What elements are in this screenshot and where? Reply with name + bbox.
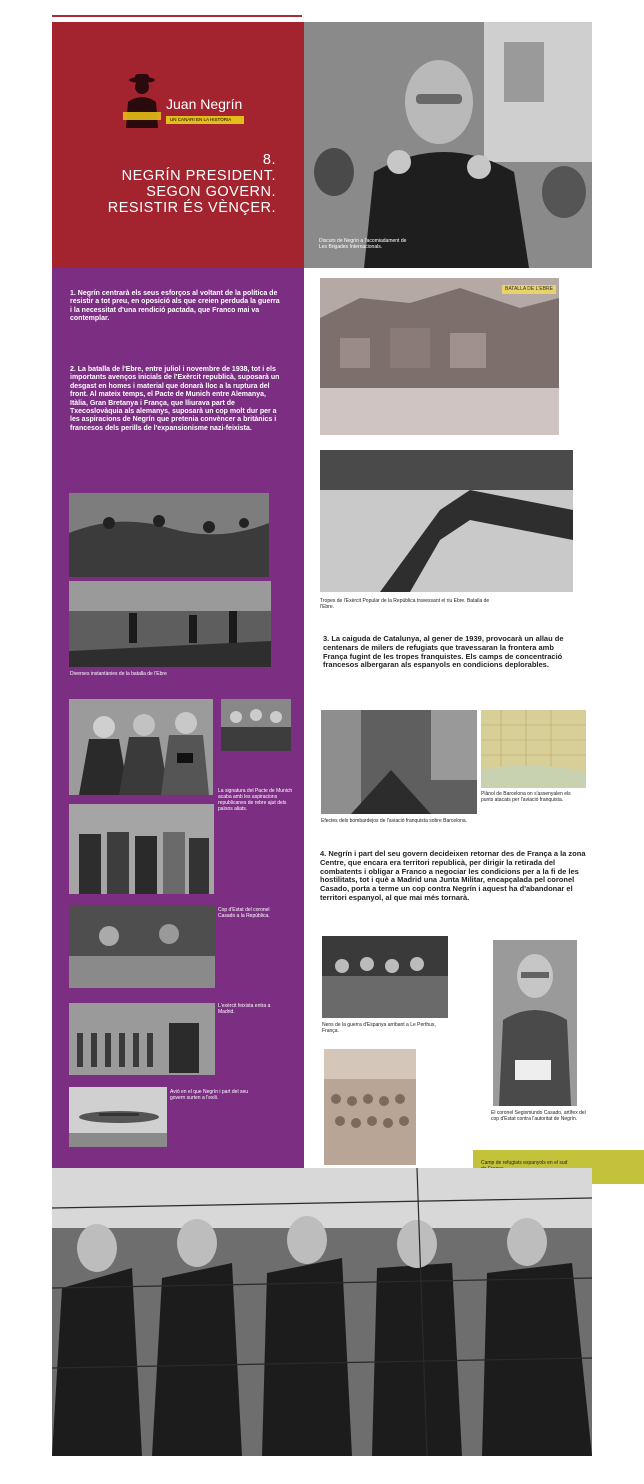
caption-plane: Avió en el que Negrín i part del seu govern surten a l'exili. (170, 1089, 249, 1101)
photo-munich-handshake (69, 699, 213, 795)
photo-exile-plane (69, 1087, 167, 1147)
caption-map: Plànol de Barcelona on s'assenyalen els punts atacats per l'aviació franquista. (481, 791, 571, 803)
photo-ebre-battle-2 (69, 581, 271, 667)
title-line: NEGRÍN PRESIDENT. (121, 168, 276, 184)
photo-madrid-entry (69, 1003, 215, 1075)
photo-pontoon-bridge (320, 450, 573, 592)
photo-casado-coup (69, 906, 215, 988)
caption-ebre-photos: Diverses instantànies de la batalla de l'Ebre (70, 671, 167, 677)
photo-refugee-children (324, 1049, 416, 1165)
map-barcelona (481, 710, 586, 788)
caption-children: Nens de la guerra d'Espanya arribant a Le Perthus, França. (322, 1022, 436, 1034)
paragraph-2: 2. La batalla de l'Ebre, entre juliol i novembre de 1938, tot i els importants avenços inicials de l'Exèrcit republicà, suposarà un desgast en homes i material que donarà lloc a la ruptura del front. Al mateix temps, el Pacte de Munich entre Alemanya, Itàlia, Gran Bretanya i França, que lliurava part de Txecoslovàquia als alemanys, suposarà un cop molt dur per a les aspiracions de Negrín que pretenia convèncer a britànics i francesos dels perills de l'expansionisme nazi-feixista. (70, 366, 280, 432)
hero-caption-line: Discurs de Negrín a l'acomiadament de (319, 238, 407, 244)
paragraph-3: 3. La caiguda de Catalunya, al gener de 1939, provocarà un allau de centenars de milers de refugiats que travessaran la frontera amb França fugint de les tropes franquistes. Els camps de concentració francesos albergaran als espanyols en condicions deplorables. (323, 634, 564, 670)
photo-ebre-battle-1 (69, 493, 269, 577)
brand-tagline: UN CANARI EN LA HISTÒRIA (166, 116, 244, 124)
photo-ebre-town (320, 278, 559, 435)
caption-colonel: El coronel Segismundo Casado, artífex del cop d'Estat contra l'autoritat de Negrín. (491, 1110, 586, 1122)
hero-caption-line: Les Brigades Internacionals. (319, 244, 383, 250)
caption-troops: Tropes de l'Exèrcit Popular de la República travessant el riu Ebre. Batalla de l'Ebre. (320, 598, 490, 610)
paragraph-1: 1. Negrín centrarà els seus esforços al voltant de la política de resistir a tot preu, en oposició als que creien perduda la guerra i la necessitat d'una rendició pactada, que Franco mai va contemplar. (70, 290, 280, 323)
photo-bombing-barcelona (321, 710, 477, 814)
caption-casado: Cop d'Estat del coronel Casado a la República. (218, 907, 270, 919)
caption-munich: La signatura del Pacte de Munich acaba amb les aspiracions republicanes de rebre ajut dels països aliats. (218, 788, 293, 812)
label-ebre: BATALLA DE L'EBRE (502, 285, 556, 294)
caption-bombing: Efectes dels bombardejos de l'aviació franquista sobre Barcelona. (321, 818, 468, 824)
photo-munich-group-small (221, 699, 291, 751)
header-panel (52, 22, 304, 268)
caption-camp: Camp de refugiats espanyols en el sud (481, 1160, 568, 1166)
negrin-silhouette-logo (120, 72, 164, 128)
photo-munich-signatories (69, 804, 214, 894)
page-title (70, 152, 276, 216)
top-rule (52, 15, 302, 17)
title-line: SEGON GOVERN. (146, 184, 276, 200)
hero-photo-negrin-speech (304, 22, 592, 268)
brand-name: Juan Negrín (166, 96, 243, 112)
title-number: 8. (262, 152, 276, 168)
hero-caption (319, 238, 479, 250)
paragraph-4: 4. Negrín i part del seu govern decideixen retornar des de França a la zona Centre, que encara era territori republicà, per dirigir la retirada del combatents i obligar a Franco a negociar les condicions per a la fi de les hostilitats, tot i què a Madrid una Junta Militar, encapçalada pel coronel Casado, porta a terme un cop contra Negrín i aquest ha d'abandonar el territori espanyol, al que mai més tornarà. (320, 849, 586, 902)
photo-colonel-casado (493, 940, 577, 1106)
caption-madrid: L'exèrcit feixista entra a Madrid. (218, 1003, 271, 1015)
photo-children-le-perthus (322, 936, 448, 1018)
photo-refugee-camp-fence (52, 1168, 592, 1456)
title-line: RESISTIR ÉS VÈNÇER. (107, 200, 276, 216)
